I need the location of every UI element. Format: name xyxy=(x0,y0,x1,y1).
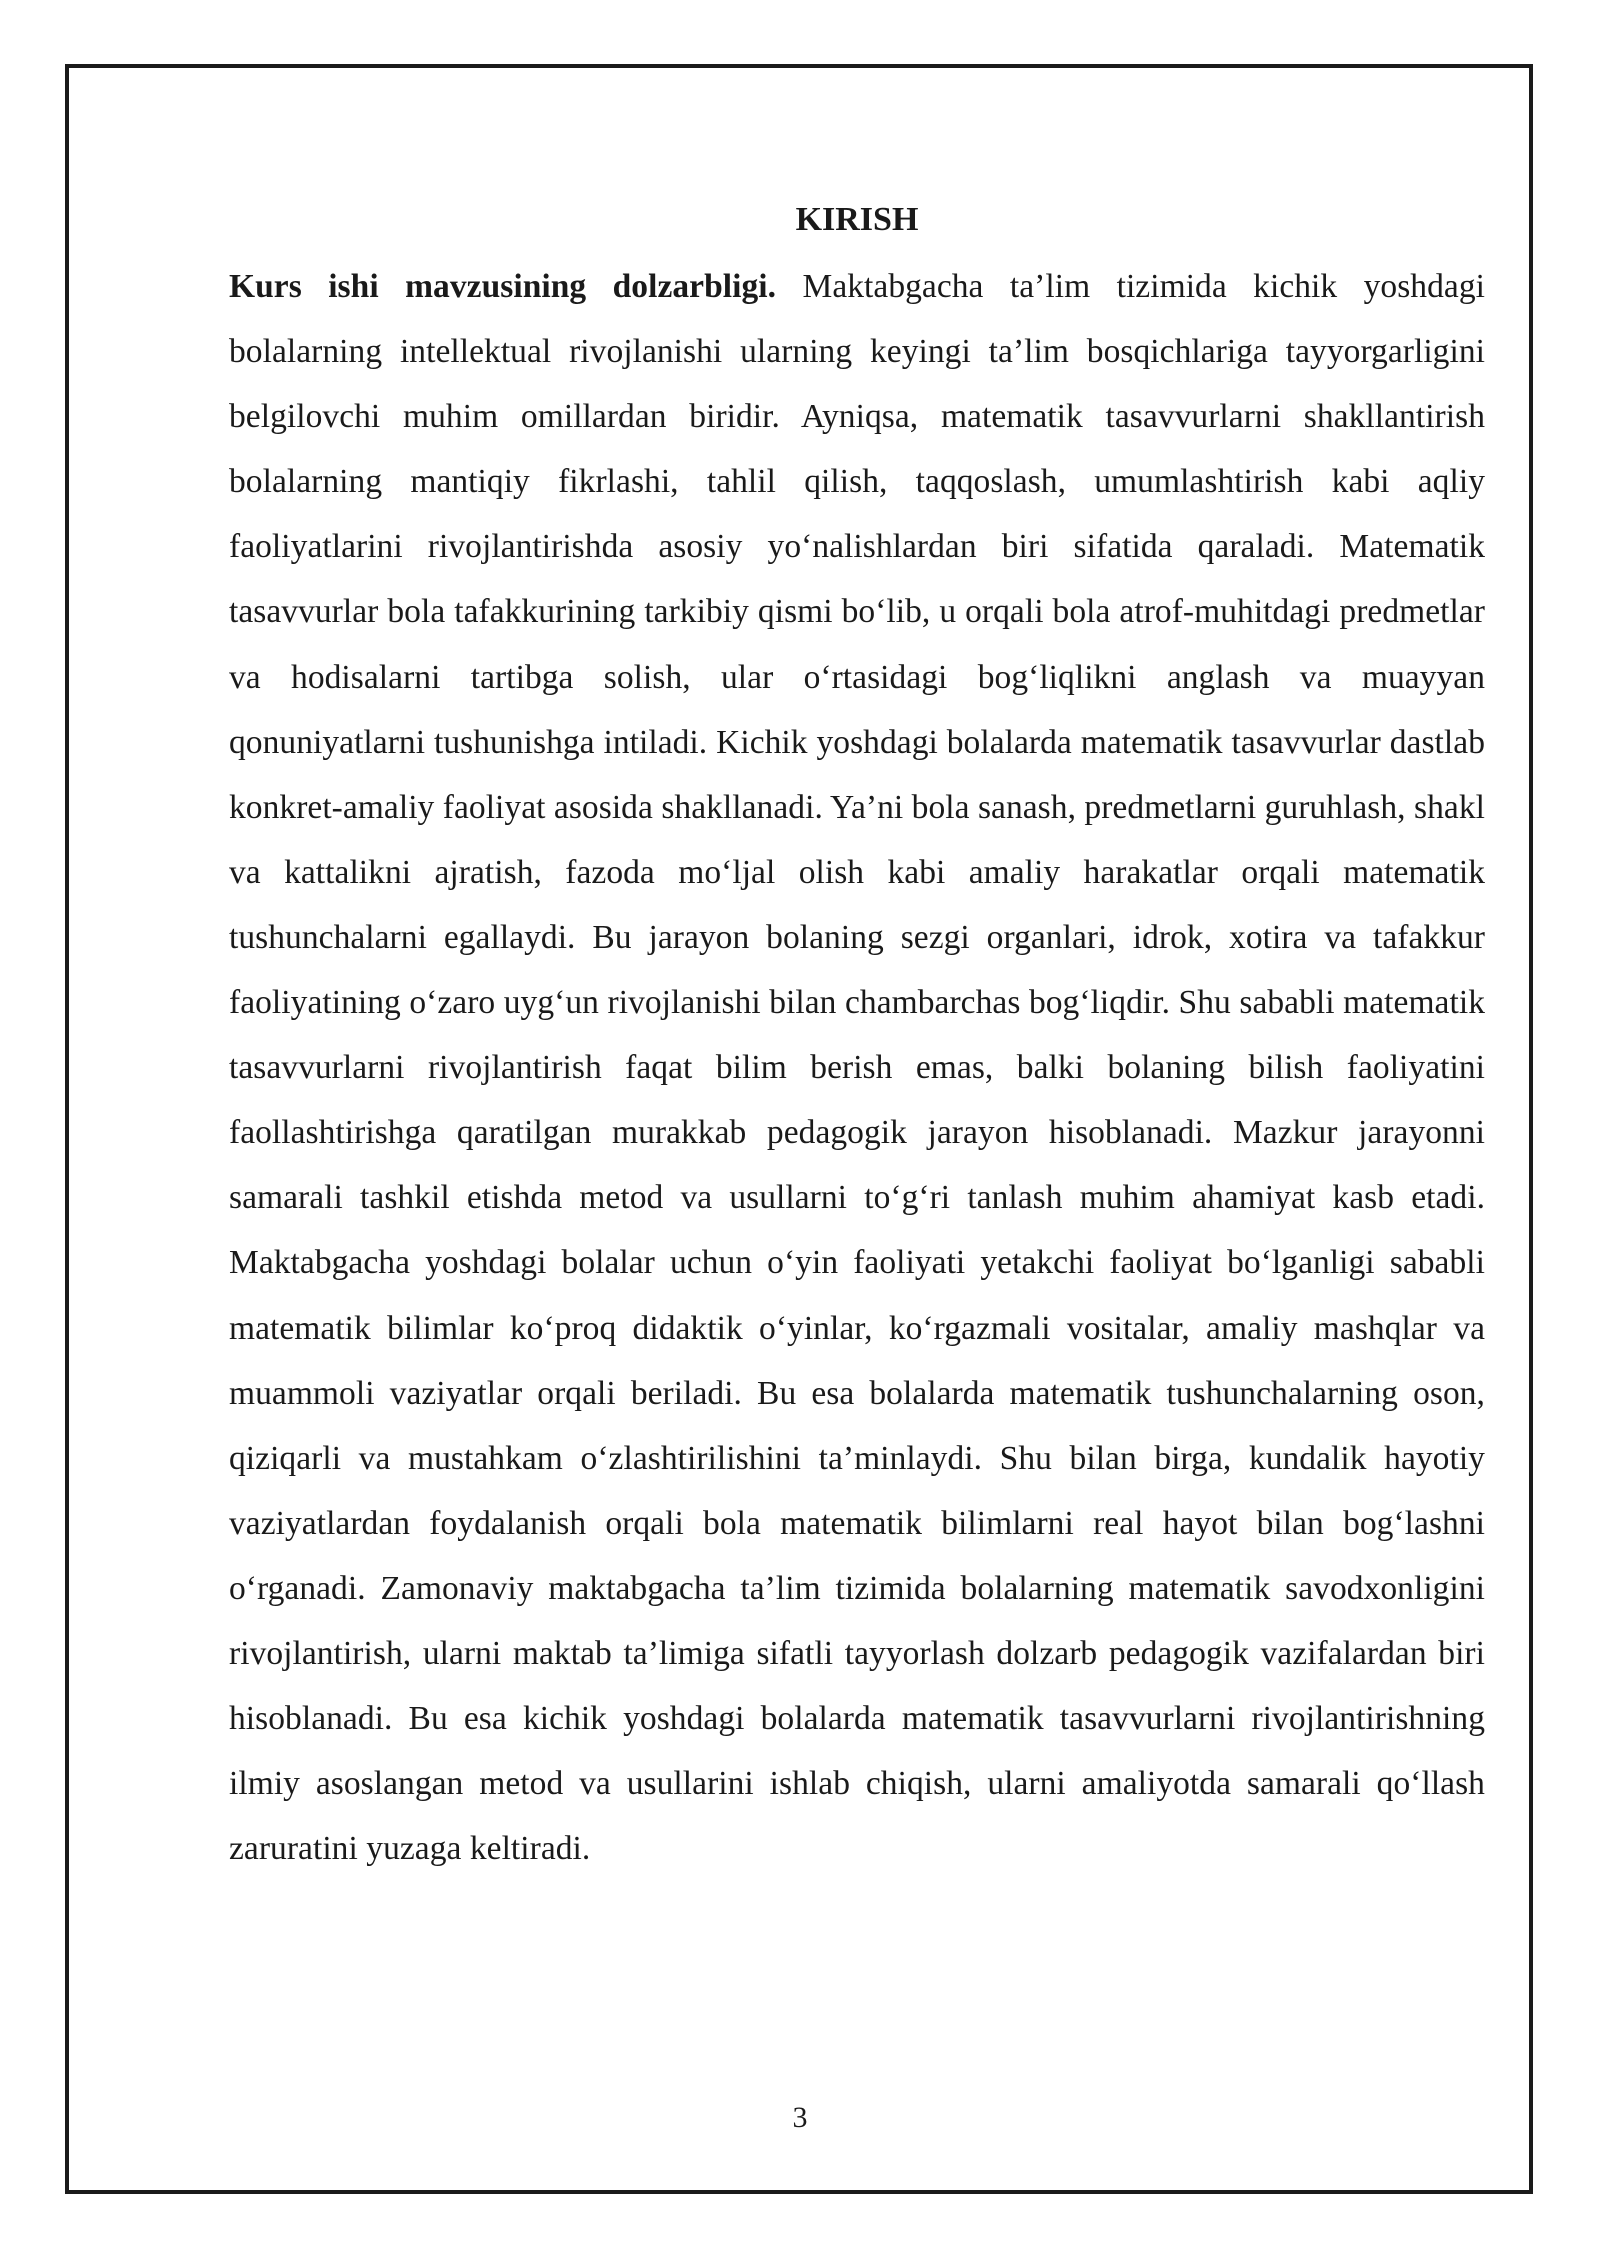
body-paragraph xyxy=(229,254,1485,1881)
lead-sentence: Kurs ishi mavzusining dolzarbligi. xyxy=(229,268,777,305)
section-heading: KIRISH xyxy=(795,201,919,238)
page-number: 3 xyxy=(792,2101,808,2134)
page-content xyxy=(229,190,1485,1881)
paragraph-text: Maktabgacha ta’lim tizimida kichik yoshdagi bolalarning intellektual rivojlanishi ularning keyingi ta’lim bosqichlariga tayyorgarligini belgilovchi muhim omillardan biridir. Ayniqsa, matematik tasavvurlarni shakllantirish bolalarning mantiqiy fikrlashi, tahlil qilish, taqqoslash, umumlashtirish kabi aqliy faoliyatlarini rivojlantirishda asosiy yo‘nalishlardan biri sifatida qaraladi. Matematik tasavvurlar bola tafakkurining tarkibiy qismi bo‘lib, u orqali bola atrof-muhitdagi predmetlar va hodisalarni tartibga solish, ular o‘rtasidagi bog‘liqlikni anglash va muayyan qonuniyatlarni tushunishga intiladi. Kichik yoshdagi bolalarda matematik tasavvurlar dastlab konkret-amaliy faoliyat asosida shakllanadi. Ya’ni bola sanash, predmetlarni guruhlash, shakl va kattalikni ajratish, fazoda mo‘ljal olish kabi amaliy harakatlar orqali matematik tushunchalarni egallaydi. Bu jarayon bolaning sezgi organlari, idrok, xotira va tafakkur faoliyatining o‘zaro uyg‘un rivojlanishi bilan chambarchas bog‘liqdir. Shu sababli matematik tasavvurlarni rivojlantirish faqat bilim berish emas, balki bolaning bilish faoliyatini faollashtirishga qaratilgan murakkab pedagogik jarayon hisoblanadi. Mazkur jarayonni samarali tashkil etishda metod va usullarni to‘g‘ri tanlash muhim ahamiyat kasb etadi. Maktabgacha yoshdagi bolalar uchun o‘yin faoliyati yetakchi faoliyat bo‘lganligi sababli matematik bilimlar ko‘proq didaktik o‘yinlar, ko‘rgazmali vositalar, amaliy mashqlar va muammoli vaziyatlar orqali beriladi. Bu esa bolalarda matematik tushunchalarning oson, qiziqarli va mustahkam o‘zlashtirilishini ta’minlaydi. Shu bilan birga, kundalik hayotiy vaziyatlardan foydalanish orqali bola matematik bilimlarni real hayot bilan bog‘lashni o‘rganadi. Zamonaviy maktabgacha ta’lim tizimida bolalarning matematik savodxonligini rivojlantirish, ularni maktab ta’limiga sifatli tayyorlash dolzarb pedagogik vazifalardan biri hisoblanadi. Bu esa kichik yoshdagi bolalarda matematik tasavvurlarni rivojlantirishning ilmiy asoslangan metod va usullarini ishlab chiqish, ularni amaliyotda samarali qo‘llash zaruratini yuzaga keltiradi. xyxy=(229,268,1485,1868)
